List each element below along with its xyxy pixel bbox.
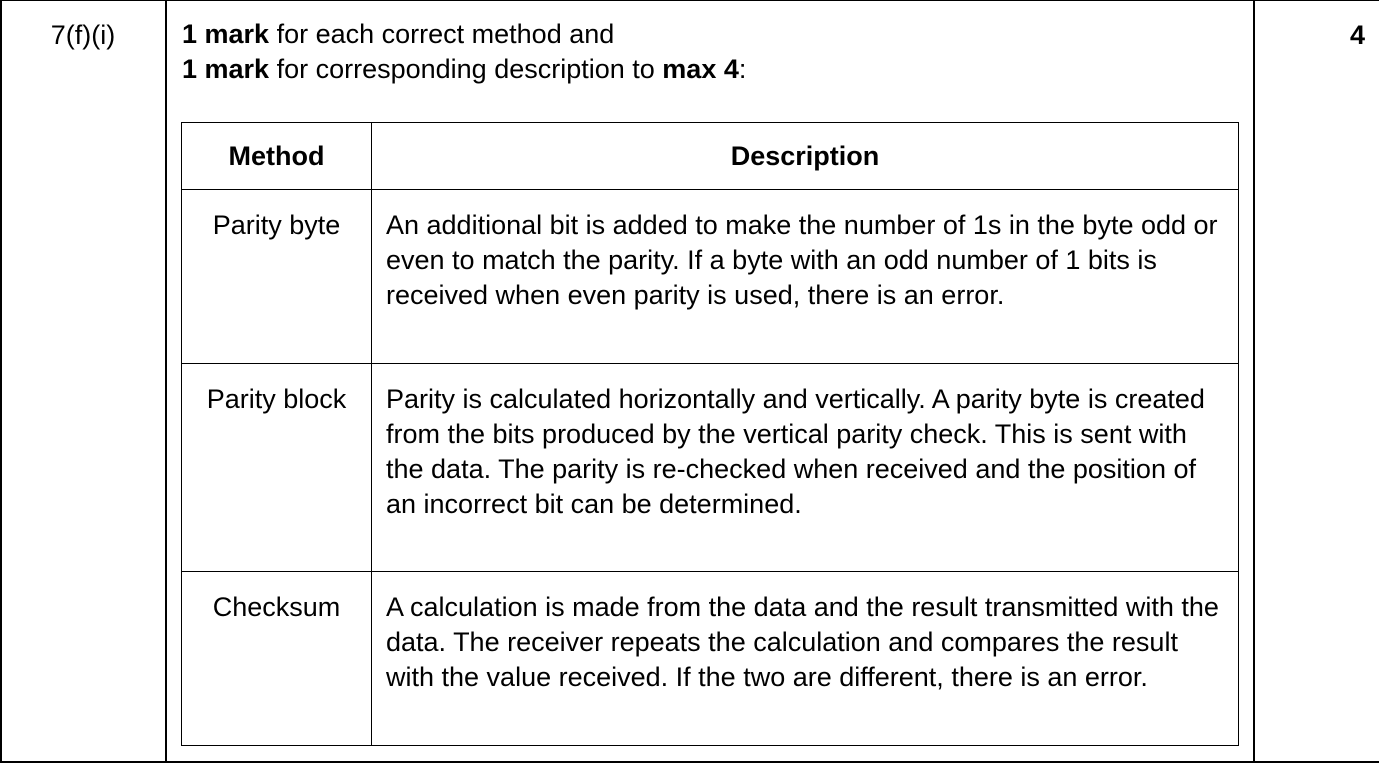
guidance-mark-label: 1 mark <box>182 54 270 84</box>
header-description: Description <box>372 123 1239 190</box>
outer-border-left <box>0 0 2 763</box>
guidance-text: for each correct method and <box>269 19 615 49</box>
header-method: Method <box>182 123 372 190</box>
marks-total: 4 <box>1349 20 1365 50</box>
method-cell: Parity block <box>182 364 372 572</box>
table-row <box>182 572 1239 746</box>
column-divider-question <box>165 0 167 763</box>
method-cell: Checksum <box>182 572 372 746</box>
question-number: 7(f)(i) <box>50 20 116 50</box>
guidance-text: for corresponding description to <box>269 54 663 84</box>
marking-guidance <box>182 17 1242 87</box>
column-divider-marks <box>1253 0 1255 763</box>
table-row <box>182 364 1239 572</box>
guidance-suffix: : <box>738 54 747 84</box>
description-cell: An additional bit is added to make the number of 1s in the byte odd or even to match the parity. If a byte with an odd number of 1 bits is received when even parity is used, there is an error. <box>372 190 1239 364</box>
outer-border-top <box>0 0 1379 1</box>
method-cell: Parity byte <box>182 190 372 364</box>
description-cell: Parity is calculated horizontally and vertically. A parity byte is created from the bits produced by the vertical parity check. This is sent with the data. The parity is re-checked when received and the position of an incorrect bit can be determined. <box>372 364 1239 572</box>
guidance-max-label: max 4 <box>662 54 739 84</box>
description-cell: A calculation is made from the data and the result transmitted with the data. The receiver repeats the calculation and compares the result with the value received. If the two are different, there is an error. <box>372 572 1239 746</box>
table-row <box>182 190 1239 364</box>
answer-table <box>181 122 1239 746</box>
guidance-mark-label: 1 mark <box>182 19 270 49</box>
table-header-row <box>182 123 1239 190</box>
guidance-line-2 <box>182 52 1242 87</box>
guidance-line-1 <box>182 17 1242 52</box>
